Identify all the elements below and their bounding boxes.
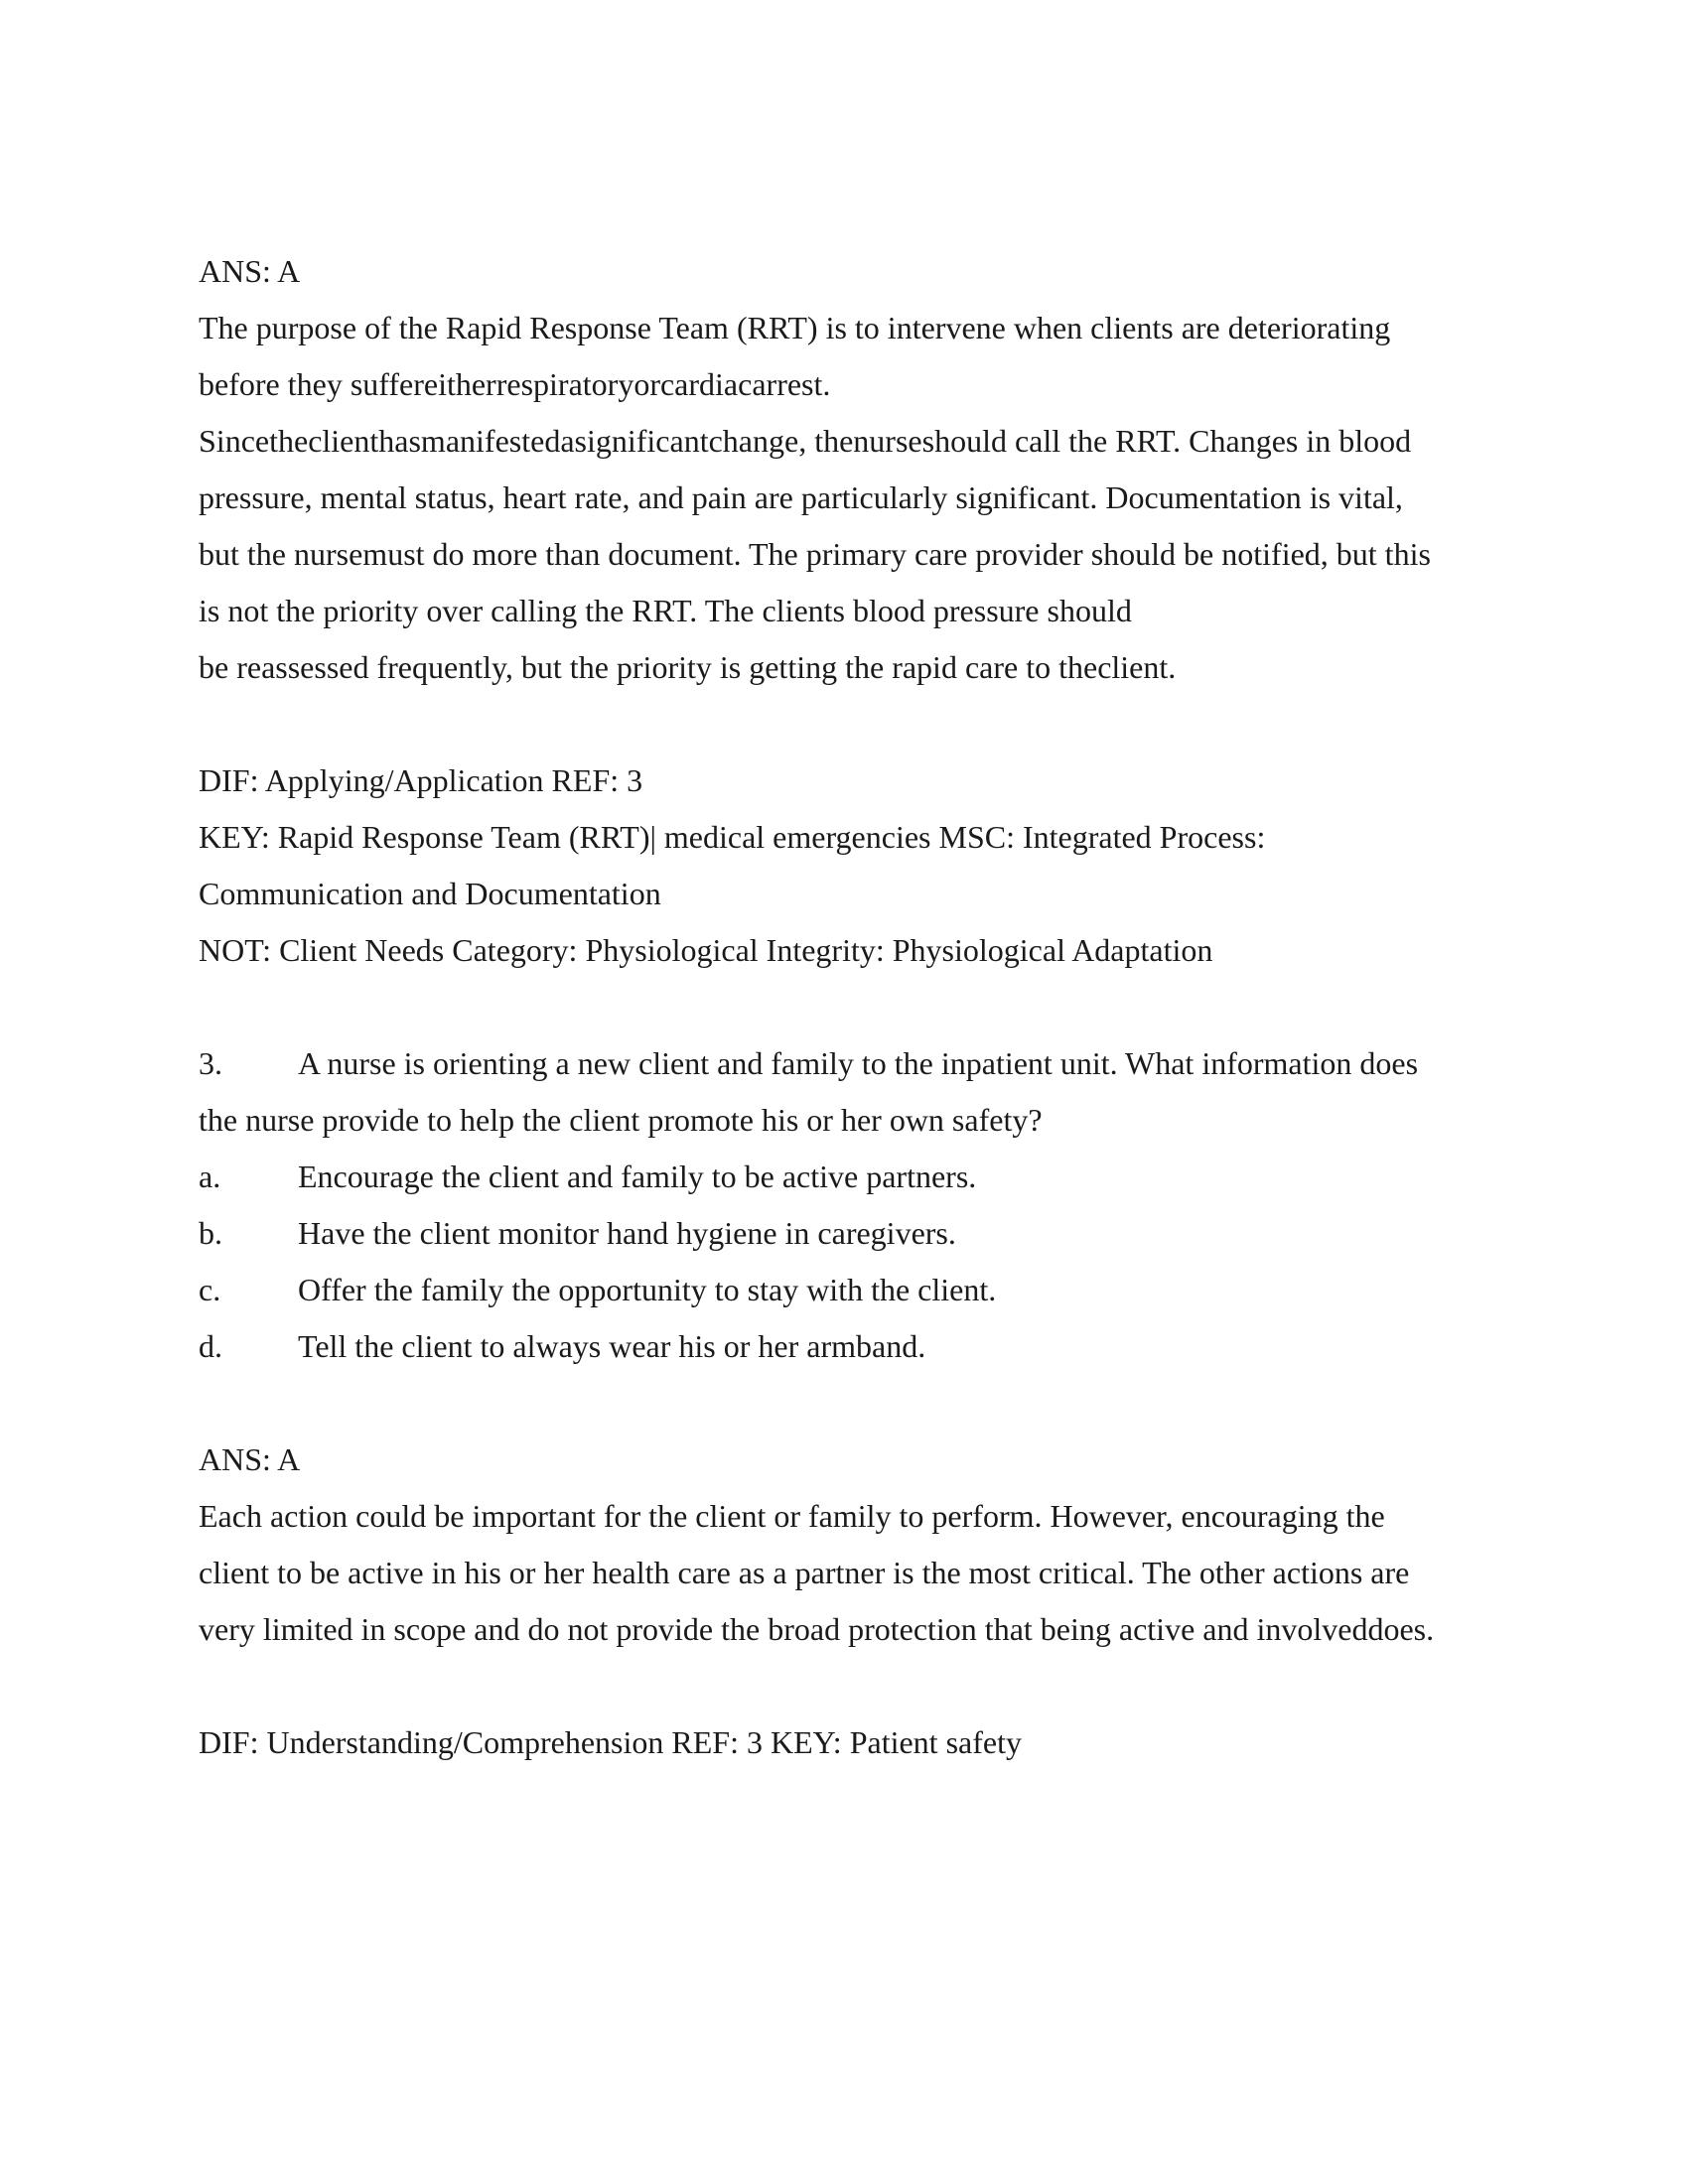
metadata-line: NOT: Client Needs Category: Physiological Integrity: Physiological Adaptation: [199, 932, 1213, 968]
rationale-line: very limited in scope and do not provide the broad protection that being active and involveddoes.: [199, 1611, 1435, 1647]
option-letter-c: c.: [199, 1272, 221, 1307]
rationale-line: The purpose of the Rapid Response Team (RRT) is to intervene when clients are deteriorating: [199, 310, 1391, 345]
rationale-line: Each action could be important for the client or family to perform. However, encouraging the: [199, 1498, 1385, 1534]
rationale-line: be reassessed frequently, but the priority is getting the rapid care to theclient.: [199, 649, 1177, 685]
answer-label: ANS: A: [199, 1441, 301, 1477]
rationale-line: pressure, mental status, heart rate, and pain are particularly significant. Documentation is vital,: [199, 479, 1403, 515]
metadata-line: DIF: Applying/Application REF: 3: [199, 762, 643, 798]
rationale-line: is not the priority over calling the RRT. The clients blood pressure should: [199, 593, 1132, 628]
question-stem: A nurse is orienting a new client and family to the inpatient unit. What information does: [298, 1045, 1419, 1081]
answer-label: ANS: A: [199, 253, 301, 289]
option-letter-d: d.: [199, 1328, 222, 1364]
question-number: 3.: [199, 1045, 222, 1081]
option-text-a: Encourage the client and family to be active partners.: [298, 1159, 977, 1194]
metadata-line: Communication and Documentation: [199, 876, 661, 911]
option-letter-b: b.: [199, 1215, 222, 1251]
metadata-line: KEY: Rapid Response Team (RRT)| medical emergencies MSC: Integrated Process:: [199, 819, 1266, 855]
rationale-line: but the nursemust do more than document. The primary care provider should be notified, but this: [199, 536, 1431, 572]
option-letter-a: a.: [199, 1159, 221, 1194]
option-text-c: Offer the family the opportunity to stay with the client.: [298, 1272, 997, 1307]
option-text-b: Have the client monitor hand hygiene in caregivers.: [298, 1215, 956, 1251]
rationale-line: before they suffereitherrespiratoryorcardiacarrest.: [199, 366, 831, 402]
rationale-line: Sincetheclienthasmanifestedasignificantchange, thenurseshould call the RRT. Changes in blood: [199, 423, 1412, 459]
rationale-line: client to be active in his or her health care as a partner is the most critical. The other actions are: [199, 1555, 1410, 1590]
metadata-line: DIF: Understanding/Comprehension REF: 3 KEY: Patient safety: [199, 1724, 1022, 1760]
option-text-d: Tell the client to always wear his or her armband.: [298, 1328, 926, 1364]
question-stem: the nurse provide to help the client promote his or her own safety?: [199, 1102, 1043, 1138]
